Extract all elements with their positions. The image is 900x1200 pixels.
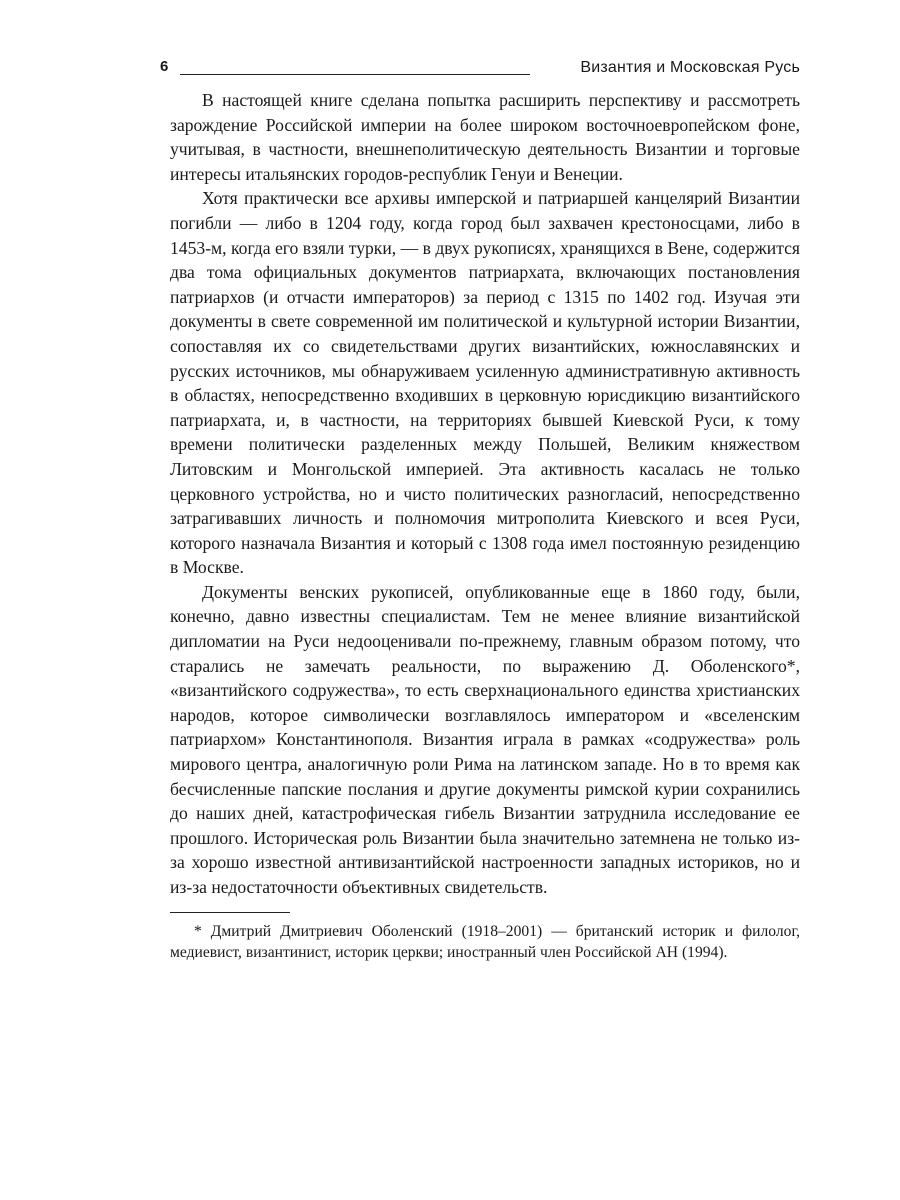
running-title: Византия и Московская Русь xyxy=(580,59,800,76)
paragraph-2: Хотя практически все архивы имперской и патриаршей канцелярий Византии погибли — либо в 1204 году, когда город был захвачен крестоносцами, либо в 1453-м, когда его взяли турки, — в двух рукописях, хранящихся в Вене, содержится два тома официальных документов патриархата, включающих постановления патриархов (и отчасти императоров) за период с 1315 по 1402 год. Изучая эти документы в свете современной им политической и культурной истории Византии, сопоставляя их со свидетельствами других византийских, южнославянских и русских источников, мы обнаруживаем усиленную административную активность в областях, непосредственно входивших в церковную юрисдикцию византийского патриархата, и, в частности, на территориях бывшей Киевской Руси, к тому времени политически разделенных между Польшей, Великим княжеством Литовским и Монгольской империей. Эта активность касалась не только церковного устройства, но и чисто политических разногласий, непосредственно затрагивавших личность и полномочия митрополита Киевского и всея Руси, которого назначала Византия и который с 1308 года имел постоянную резиденцию в Москве. xyxy=(170,188,800,578)
paragraph-1: В настоящей книге сделана попытка расширить перспективу и рассмотреть зарождение Российской империи на более широком восточноевропейском фоне, учитывая, в частности, внешнеполитическую деятельность Византии и торговые интересы итальянских городов-республик Генуи и Венеции. xyxy=(170,90,800,184)
book-page xyxy=(160,58,800,964)
footnote-rule xyxy=(170,912,290,913)
paragraph-3: Документы венских рукописей, опубликованные еще в 1860 году, были, конечно, давно известны специалистам. Тем не менее влияние византийской дипломатии на Руси недооценивали по-прежнему, главным образом потому, что старались не замечать реальности, по выражению Д. Оболенского*, «византийского содружества», то есть сверхнационального единства христианских народов, которое символически возглавлялось императором и «вселенским патриархом» Константинополя. Византия играла в рамках «содружества» роль мирового центра, аналогичную роли Рима на латинском западе. Но в то время как бесчисленные папские послания и другие документы римской курии сохранились до наших дней, катастрофическая гибель Византии затруднила исследование ее прошлого. Историческая роль Византии была значительно затемнена не только из-за хорошо известной антивизантийской настроенности западных историков, но и из-за недостаточности объективных свидетельств. xyxy=(170,581,800,897)
running-head xyxy=(160,58,800,84)
page-number: 6 xyxy=(160,58,169,75)
header-rule xyxy=(180,74,530,75)
footnote: * Дмитрий Дмитриевич Оболенский (1918–2001) — британский историк и филолог, медиевист, византинист, историк церкви; иностранный член Российской АН (1994). xyxy=(170,922,800,962)
body-text xyxy=(170,88,800,900)
